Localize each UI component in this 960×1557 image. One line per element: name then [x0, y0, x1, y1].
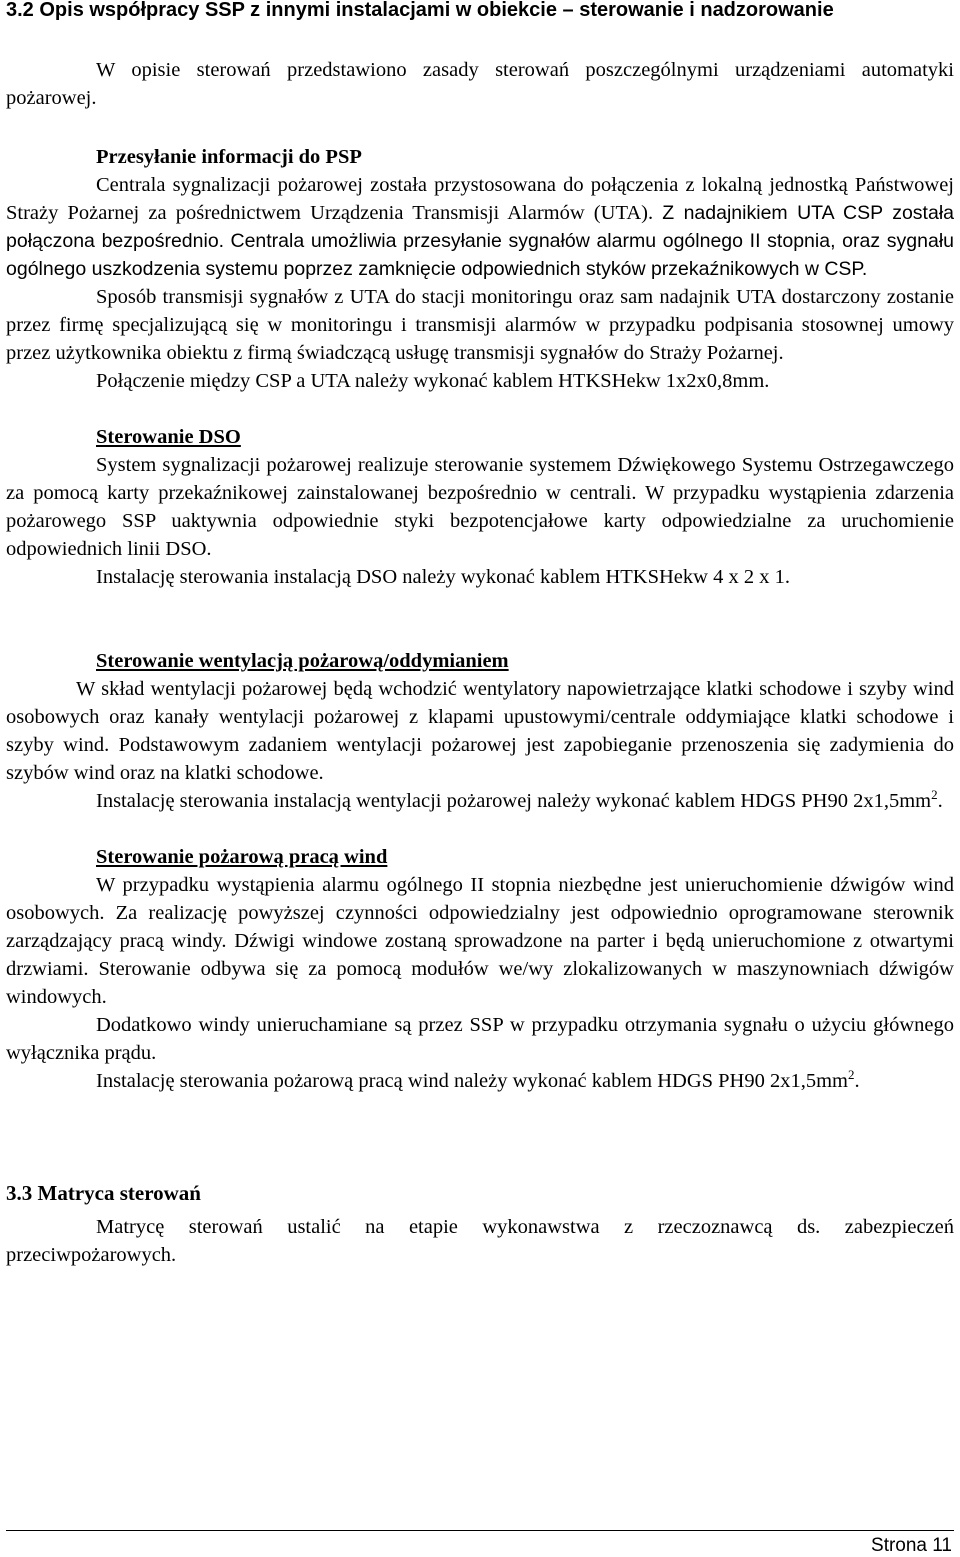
- section-heading: 3.2 Opis współpracy SSP z innymi instalacjami w obiekcie – sterowanie i nadzorowanie: [6, 0, 834, 21]
- heading-ventilation: Sterowanie wentylacją pożarową/oddymianiem: [96, 650, 509, 672]
- heading-matrix: 3.3 Matryca sterowań: [6, 1181, 201, 1205]
- heading-dso: Sterowanie DSO: [96, 426, 241, 448]
- heading-elevators: Sterowanie pożarową pracą wind: [96, 846, 388, 868]
- page-number: Strona 11: [871, 1535, 952, 1556]
- psp-text-b: Z nadajnikiem UTA CSP została połączona bezpośrednio.: [6, 202, 954, 252]
- intro-paragraph: W opisie sterowań przedstawiono zasady sterowań poszczególnymi urządzeniami automatyki pożarowej.: [6, 59, 954, 109]
- ventilation-paragraph-2: [6, 787, 954, 815]
- psp-paragraph-1: [6, 171, 954, 283]
- ventilation-text: Instalację sterowania instalacją wentylacji pożarowej należy wykonać kablem HDGS PH90 2x1,5mm: [96, 790, 932, 812]
- elevators-paragraph-1: W przypadku wystąpienia alarmu ogólnego II stopnia niezbędne jest unieruchomienie dźwigów wind osobowych. Za realizację powyższej czynności odpowiedzialny jest odpowiednio oprogramowane sterownik zarządzający pracą windy. Dźwigi windowe zostaną sprowadzone na parter i będą unieruchomione z otwartymi drzwiami. Sterowanie odbywa się za pomocą modułów we/wy zlokalizowanych w maszynowniach dźwigów windowych.: [6, 874, 954, 1008]
- psp-paragraph-3: Połączenie między CSP a UTA należy wykonać kablem HTKSHekw 1x2x0,8mm.: [96, 370, 770, 392]
- heading-psp: Przesyłanie informacji do PSP: [96, 146, 362, 168]
- elevators-paragraph-2: Dodatkowo windy unieruchamiane są przez SSP w przypadku otrzymania sygnału o użyciu głównego wyłącznika prądu.: [6, 1014, 954, 1064]
- ventilation-paragraph-1: W skład wentylacji pożarowej będą wchodzić wentylatory napowietrzające klatki schodowe i szyby wind osobowych oraz kanały wentylacji pożarowej z klapami upustowymi/centrale oddymiające klatki schodowe i szyby wind. Podstawowym zadaniem wentylacji pożarowej jest zapobieganie przenoszenia się zadymienia do szybów wind oraz na klatki schodowe.: [6, 678, 954, 784]
- psp-text-c: Centrala umożliwia przesyłanie sygnałów alarmu ogólnego II stopnia, oraz sygnału ogólnego uszkodzenia systemu poprzez zamknięcie odpowiednich styków przekaźnikowych w CSP.: [6, 230, 954, 280]
- matrix-paragraph: Matrycę sterowań ustalić na etapie wykonawstwa z rzeczoznawcą ds. zabezpieczeń przeciwpożarowych.: [6, 1216, 954, 1266]
- superscript: 2: [848, 1067, 855, 1083]
- superscript: 2: [931, 787, 938, 803]
- elevators-paragraph-3: [6, 1067, 954, 1095]
- dso-paragraph-1: System sygnalizacji pożarowej realizuje sterowanie systemem Dźwiękowego Systemu Ostrzegawczego za pomocą karty przekaźnikowej zainstalowanej bezpośrednio w centrali. W przypadku wystąpienia zdarzenia pożarowego SSP uaktywnia odpowiednie styki bezpotencjałowe karty odpowiedzialne za uruchomienie odpowiednich linii DSO.: [6, 454, 954, 560]
- footer-divider: [6, 1530, 954, 1531]
- document-page: [6, 0, 954, 1269]
- psp-text-a: Centrala sygnalizacji pożarowej została przystosowana do połączenia z lokalną jednostką Państwowej Straży Pożarnej za pośrednictwem Urządzenia Transmisji Alarmów (UTA).: [6, 174, 954, 224]
- psp-paragraph-2: Sposób transmisji sygnałów z UTA do stacji monitoringu oraz sam nadajnik UTA dostarczony zostanie przez firmę specjalizującą się w monitoringu i transmisji alarmów w przypadku podpisania stosownej umowy przez użytkownika obiektu z firmą świadczącą usługę transmisji sygnałów do Straży Pożarnej.: [6, 286, 954, 364]
- ventilation-text-end: .: [937, 790, 943, 812]
- dso-paragraph-2: Instalację sterowania instalacją DSO należy wykonać kablem HTKSHekw 4 x 2 x 1.: [96, 566, 790, 588]
- elevators-text-end: .: [854, 1070, 860, 1092]
- elevators-text: Instalację sterowania pożarową pracą wind należy wykonać kablem HDGS PH90 2x1,5mm: [96, 1070, 849, 1092]
